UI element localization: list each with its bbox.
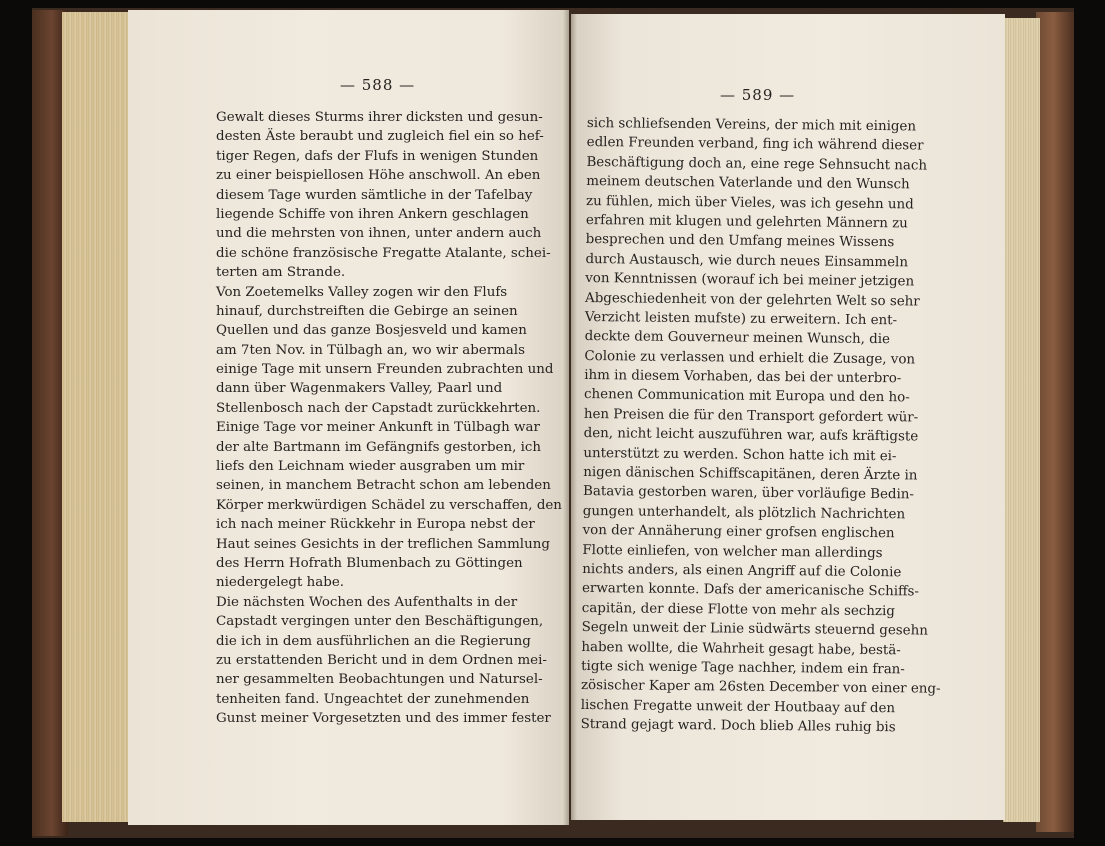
text-line: haben wollte, die Wahrheit gesagt habe, bestä- — [581, 639, 901, 658]
text-line: zu einer beispiellosen Höhe anschwoll. An eben — [216, 168, 541, 184]
text-line: Einige Tage vor meiner Ankunft in Tülbagh war — [216, 420, 540, 436]
text-line: ner gesammelten Beobachtungen und Natursel- — [216, 672, 543, 688]
text-line: gungen unterhandelt, als plötzlich Nachrichten — [582, 503, 906, 523]
text-line: am 7ten Nov. in Tülbagh an, wo wir abermals — [216, 342, 525, 358]
text-line: Stellenbosch nach der Capstadt zurückkehrten. — [216, 400, 541, 416]
text-line: von Kenntnissen (worauf ich bei meiner jetzigen — [585, 271, 915, 290]
text-line: durch Austausch, wie durch neues Einsammeln — [585, 251, 909, 271]
text-line: edlen Freunden verband, fing ich während dieser — [586, 135, 924, 154]
text-line: hen Preisen die für den Transport gefordert wür- — [583, 406, 919, 426]
text-line: die schöne französische Fregatte Atalante, schei- — [216, 245, 551, 261]
text-line: und die mehrsten von ihnen, unter andern auch — [216, 226, 542, 242]
book-cover-right — [1036, 12, 1074, 832]
text-line: lischen Fregatte unweit der Houtbaay auf den — [580, 697, 896, 716]
text-line: desten Äste beraubt und zugleich fiel ein so hef- — [216, 129, 544, 145]
page-number-right: — 589 — — [720, 86, 796, 104]
text-line: chenen Communication mit Europa und den ho- — [583, 387, 910, 406]
text-line: tenheiten fand. Ungeachtet der zunehmenden — [216, 691, 530, 707]
text-line: Verzicht leisten mufste) zu erweitern. Ich ent- — [584, 309, 898, 329]
text-line: ich nach meiner Rückkehr in Europa nebst der — [216, 517, 535, 533]
text-line: zu fühlen, mich über Vieles, was ich gesehn und — [586, 193, 914, 212]
text-line: Abgeschiedenheit von der gelehrten Welt so sehr — [584, 290, 920, 310]
text-line: von der Annäherung einer grofsen englischen — [582, 523, 895, 542]
text-line: deckte dem Gouverneur meinen Wunsch, die — [584, 329, 891, 348]
text-line: die ich in dem ausführlichen an die Regierung — [216, 633, 531, 649]
text-line: tiger Regen, dafs der Flufs in wenigen Stunden — [216, 148, 539, 164]
text-line: Quellen und das ganze Bosjesveld und kamen — [216, 323, 527, 339]
book-gutter — [563, 10, 577, 825]
text-line: niedergelegt habe. — [216, 575, 345, 591]
text-line: Beschäftigung doch an, eine rege Sehnsucht nach — [586, 154, 928, 174]
text-line: liefs den Leichnam wieder ausgraben um mir — [216, 459, 525, 475]
text-line: capitän, der diese Flotte von mehr als sechzig — [581, 600, 895, 620]
text-line: Colonie zu verlassen und erhielt die Zusage, von — [584, 348, 916, 368]
text-line: Gunst meiner Vorgesetzten und des immer fester — [216, 711, 551, 727]
text-line: Flotte einliefen, von welcher man allerdings — [582, 542, 883, 561]
text-line: Segeln unweit der Linie südwärts steuernd gesehn — [581, 620, 928, 639]
text-line: tigte sich wenige Tage nachher, indem ein fran- — [581, 658, 905, 678]
text-line: sich schliefsenden Vereins, der mich mit einigen — [586, 115, 917, 135]
text-line: besprechen und den Umfang meines Wissens — [585, 232, 895, 251]
text-line: nichts anders, als einen Angriff auf die Colonie — [582, 561, 902, 581]
text-line: Haut seines Gesichts in der treflichen Sammlung — [216, 536, 550, 552]
page-edges-left — [62, 12, 137, 822]
text-line: Batavia gestorben waren, über vorläufige Bedin- — [582, 484, 915, 503]
text-line: seinen, in manchem Betracht schon am lebenden — [216, 478, 551, 494]
text-line: erwarten konnte. Dafs der americanische Schiffs- — [581, 581, 919, 600]
text-line: hinauf, durchstreiften die Gebirge an seinen — [216, 303, 518, 319]
text-line: Gewalt dieses Sturms ihrer dicksten und gesun- — [216, 110, 543, 125]
right-page — [571, 14, 1005, 820]
text-line: nigen dänischen Schiffscapitänen, deren Ärzte in — [583, 465, 918, 484]
text-line: Körper merkwürdigen Schädel zu verschaffen, den — [216, 497, 562, 513]
text-line: unterstützt zu werden. Schon hatte ich mit ei- — [583, 445, 897, 464]
left-page — [128, 10, 569, 825]
page-edges-right — [1003, 18, 1040, 822]
text-line: diesem Tage wurden sämtliche in der Tafelbay — [216, 187, 533, 203]
text-line: liegende Schiffe von ihren Ankern geschlagen — [216, 206, 529, 222]
text-line: Von Zoetemelks Valley zogen wir den Flufs — [216, 284, 508, 300]
text-line: einige Tage mit unsern Freunden zubrachten und — [216, 362, 554, 378]
text-line: erfahren mit klugen und gelehrten Männern zu — [585, 212, 908, 232]
right-page-text — [581, 114, 947, 738]
text-line: meinem deutschen Vaterlande und den Wunsch — [586, 174, 910, 193]
text-line: terten am Strande. — [216, 265, 346, 281]
text-line: zu erstattenden Bericht und in dem Ordnen mei- — [216, 652, 547, 668]
text-line: dann über Wagenmakers Valley, Paarl und — [216, 381, 503, 397]
page-number-left: — 588 — — [340, 76, 416, 94]
text-line: Capstadt vergingen unter den Beschäftigungen, — [216, 614, 544, 630]
text-line: Strand gejagt ward. Doch blieb Alles ruhig bis — [580, 717, 896, 736]
text-line: ihm in diesem Vorhaben, das bei der unterbro- — [584, 368, 902, 387]
left-page-text — [216, 108, 562, 729]
text-line: des Herrn Hofrath Blumenbach zu Göttingen — [216, 555, 523, 571]
text-line: den, nicht leicht auszuführen war, aufs kräftigste — [583, 426, 919, 445]
text-line: zösischer Kaper am 26sten December von einer eng- — [580, 678, 941, 698]
text-line: der alte Bartmann im Gefängnifs gestorben, ich — [216, 439, 542, 455]
text-line: Die nächsten Wochen des Aufenthalts in der — [216, 594, 518, 610]
